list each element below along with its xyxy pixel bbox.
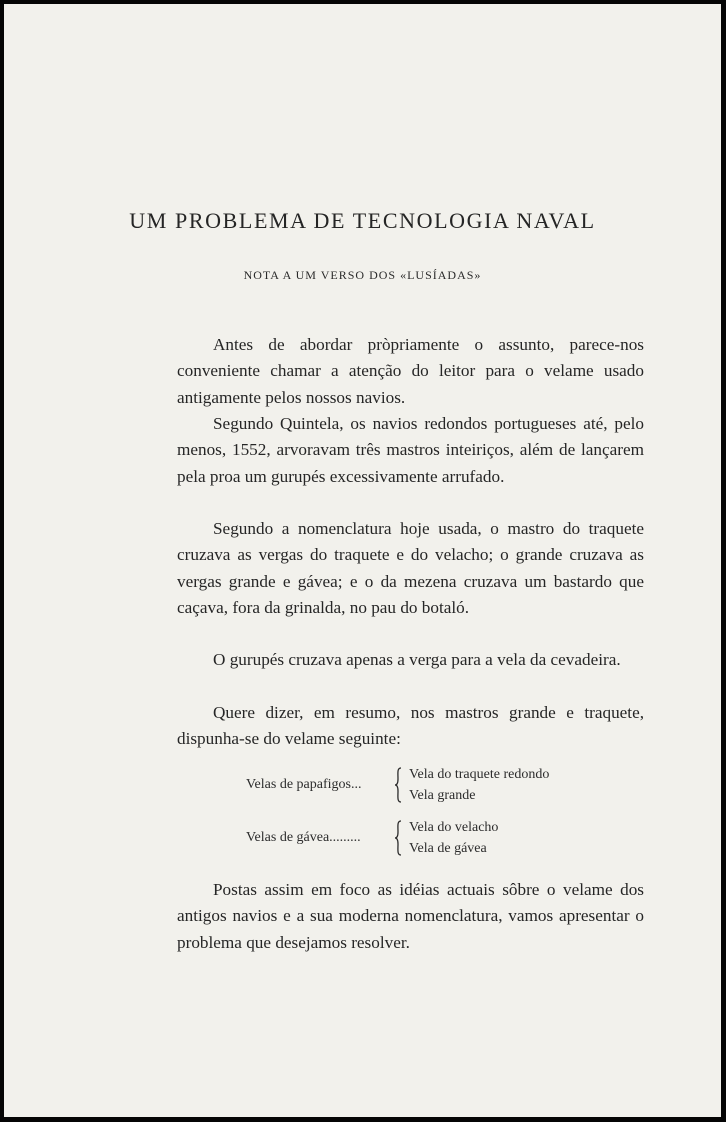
paragraph-3: Segundo a nomenclatura hoje usada, o mastro do traquete cruzava as vergas do traquete e do velacho; o grande cruzava as vergas grande e gávea; e o da mezena cruzava um bastardo que caçava, fora da grinalda, no pau do botaló. [177, 519, 644, 617]
sail-item: Vela do velacho [409, 820, 499, 835]
paragraph-5: Quere dizer, em resumo, nos mastros grande e traquete, dispunha-se do velame seguinte: [177, 703, 644, 749]
sail-group-label: Velas de gávea......... [246, 830, 361, 845]
paragraph-4: O gurupés cruzava apenas a verga para a vela da cevadeira. [213, 650, 621, 669]
paragraph-2: Segundo Quintela, os navios redondos portugueses até, pelo menos, 1552, arvoravam três mastros inteiriços, além de lançarem pela proa um gurupés excessivamente arrufado. [177, 414, 644, 486]
page-subtitle: NOTA A UM VERSO DOS «LUSÍADAS» [243, 268, 482, 282]
document-page [4, 4, 721, 1117]
brace-icon [394, 820, 402, 856]
sail-item: Vela do traquete redondo [409, 767, 550, 782]
brace-icon [394, 767, 402, 803]
page-title: UM PROBLEMA DE TECNOLOGIA NAVAL [129, 208, 596, 233]
sail-item: Vela grande [409, 788, 476, 803]
sail-item: Vela de gávea [409, 841, 487, 856]
sail-group-label: Velas de papafigos... [246, 777, 362, 792]
paragraph-6: Postas assim em foco as idéias actuais sôbre o velame dos antigos navios e a sua moderna nomenclatura, vamos apresentar o problema que desejamos resolver. [177, 880, 644, 952]
paragraph-1: Antes de abordar pròpriamente o assunto, parece-nos conveniente chamar a atenção do leitor para o velame usado antigamente pelos nossos navios. [177, 335, 644, 407]
